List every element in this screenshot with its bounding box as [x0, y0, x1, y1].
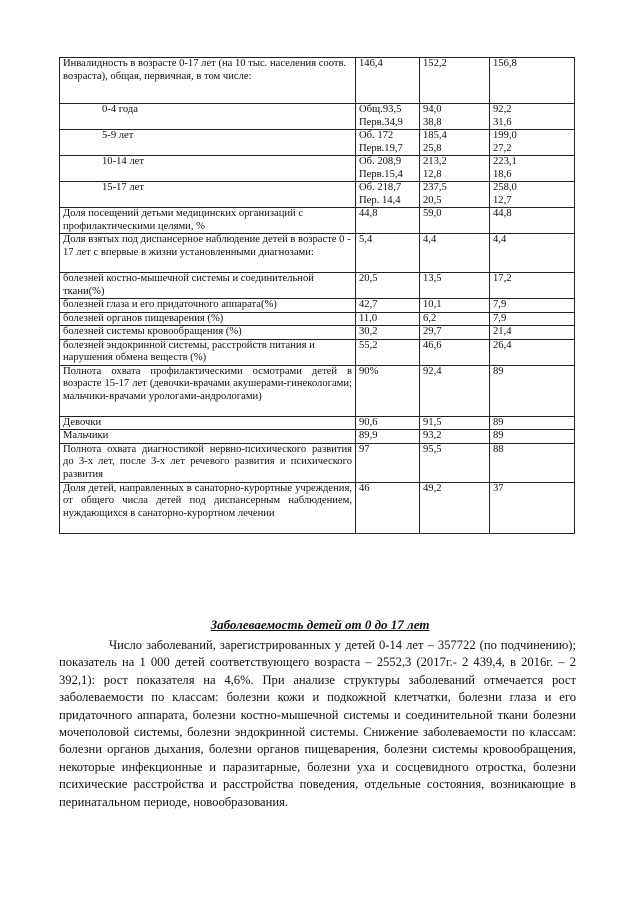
- table-row: [60, 326, 575, 340]
- row-label: Инвалидность в возрасте 0-17 лет (на 10 тыс. населения соотв. возраста), общая, первичная, в том числе:: [60, 58, 356, 104]
- value-cell: 30,2: [356, 326, 420, 340]
- table-row: [60, 416, 575, 430]
- table-row: [60, 104, 575, 130]
- value-general: 199,0: [493, 130, 517, 141]
- value-cell: [420, 104, 490, 130]
- value-cell: 97: [356, 443, 420, 482]
- value-cell: 146,4: [356, 58, 420, 104]
- value-cell: [356, 104, 420, 130]
- value-primary: 12,8: [423, 168, 442, 180]
- row-label: Полнота охвата профилактическими осмотрами детей в возрасте 15-17 лет (девочки-врачами акушерами-гинекологами; мальчики-врачами урологами-андрологами): [60, 365, 356, 416]
- value-cell: 21,4: [490, 326, 575, 340]
- value-cell: [490, 104, 575, 130]
- row-label: 15-17 лет: [60, 182, 356, 208]
- value-cell: 91,5: [420, 416, 490, 430]
- value-general: 258,0: [493, 182, 517, 193]
- value-cell: 7,9: [490, 312, 575, 326]
- body-paragraph: Число заболеваний, зарегистрированных у детей 0-14 лет – 357722 (по подчинению); показатель на 1 000 детей соответствующего возраста – 2552,3 (2017г.- 2 439,4, в 2016г. – 2 392,1): рост показателя на 4,6%. При анализе структуры заболеваний отмечается рост заболеваемости по классам: болезни кожи и подкожной клетчатки, болезни глаза и его придаточного аппарата, болезни костно-мышечной системы и соединительной ткани болезни мочеполовой системы, болезни эндокринной системы. Снижение заболеваемости по классам: болезни органов дыхания, болезни органов пищеварения, болезни системы кровообращения, некоторые инфекционные и паразитарные, болезни уха и сосцевидного отростка, болезни психические расстройства и расстройства поведения, отдельные состояния, возникающие в перинатальном периоде, новообразования.: [59, 638, 576, 809]
- row-label: Полнота охвата диагностикой нервно-психического развития до 3-х лет, после 3-х лет речевого развития и психического развития: [60, 443, 356, 482]
- value-cell: 7,9: [490, 299, 575, 313]
- value-cell: 29,7: [420, 326, 490, 340]
- value-general: 185,4: [423, 130, 447, 141]
- value-cell: [490, 182, 575, 208]
- row-label: 10-14 лет: [60, 156, 356, 182]
- value-cell: 55,2: [356, 339, 420, 365]
- value-primary: 20,5: [423, 194, 442, 206]
- value-primary: 38,8: [423, 116, 442, 128]
- value-cell: 88: [490, 443, 575, 482]
- value-cell: 152,2: [420, 58, 490, 104]
- value-cell: 89: [490, 365, 575, 416]
- value-general: 237,5: [423, 182, 447, 193]
- value-cell: 13,5: [420, 273, 490, 299]
- value-cell: 44,8: [490, 208, 575, 234]
- value-cell: [490, 156, 575, 182]
- table-row: [60, 430, 575, 444]
- table-row: [60, 299, 575, 313]
- value-primary: Пер. 14,4: [359, 194, 401, 206]
- value-general: 213,2: [423, 156, 447, 167]
- row-label: 0-4 года: [60, 104, 356, 130]
- value-cell: [420, 130, 490, 156]
- value-cell: 92,4: [420, 365, 490, 416]
- value-general: 223,1: [493, 156, 517, 167]
- value-cell: 17,2: [490, 273, 575, 299]
- value-cell: 89,9: [356, 430, 420, 444]
- value-cell: [420, 156, 490, 182]
- value-cell: 90%: [356, 365, 420, 416]
- row-label: Девочки: [60, 416, 356, 430]
- row-label: болезней органов пищеварения (%): [60, 312, 356, 326]
- value-cell: 156,8: [490, 58, 575, 104]
- table-row: [60, 443, 575, 482]
- row-label: Мальчики: [60, 430, 356, 444]
- value-cell: 89: [490, 416, 575, 430]
- value-primary: Перв.19,7: [359, 142, 403, 154]
- row-label: болезней эндокринной системы, расстройств питания и нарушения обмена веществ (%): [60, 339, 356, 365]
- value-cell: 4,4: [490, 234, 575, 273]
- value-general: Общ.93,5: [359, 104, 402, 115]
- section-heading: [0, 617, 640, 633]
- value-cell: 46,6: [420, 339, 490, 365]
- row-label: болезней костно-мышечной системы и соединительной ткани(%): [60, 273, 356, 299]
- value-cell: 5,4: [356, 234, 420, 273]
- value-cell: 90,6: [356, 416, 420, 430]
- value-cell: 37: [490, 482, 575, 533]
- value-primary: 25,8: [423, 142, 442, 154]
- value-cell: 6,2: [420, 312, 490, 326]
- value-primary: 31,6: [493, 116, 512, 128]
- table-row: [60, 208, 575, 234]
- row-label: болезней системы кровообращения (%): [60, 326, 356, 340]
- value-cell: 10,1: [420, 299, 490, 313]
- value-general: 92,2: [493, 104, 512, 115]
- value-cell: [356, 130, 420, 156]
- value-general: 94,0: [423, 104, 442, 115]
- value-cell: 26,4: [490, 339, 575, 365]
- value-primary: 18,6: [493, 168, 512, 180]
- value-cell: 4,4: [420, 234, 490, 273]
- value-cell: [356, 156, 420, 182]
- table-row: [60, 156, 575, 182]
- value-cell: [420, 182, 490, 208]
- value-cell: 46: [356, 482, 420, 533]
- table-row: [60, 312, 575, 326]
- value-cell: [490, 130, 575, 156]
- row-label: Доля посещений детьми медицинских организаций с профилактическими целями, %: [60, 208, 356, 234]
- section-title: Заболеваемость детей от 0 до 17 лет: [210, 617, 430, 632]
- value-cell: 59,0: [420, 208, 490, 234]
- table-row: [60, 482, 575, 533]
- table-row: [60, 365, 575, 416]
- value-primary: 27,2: [493, 142, 512, 154]
- value-cell: [356, 182, 420, 208]
- value-cell: 42,7: [356, 299, 420, 313]
- row-label: болезней глаза и его придаточного аппарата(%): [60, 299, 356, 313]
- value-primary: Перв.15,4: [359, 168, 403, 180]
- row-label: Доля детей, направленных в санаторно-курортные учреждения, от общего числа детей под диспансерным наблюдением, нуждающихся в санаторно-курортном лечении: [60, 482, 356, 533]
- table-row: [60, 58, 575, 104]
- value-cell: 95,5: [420, 443, 490, 482]
- value-primary: 12,7: [493, 194, 512, 206]
- row-label: Доля взятых под диспансерное наблюдение детей в возрасте 0 - 17 лет с впервые в жизни установленными диагнозами:: [60, 234, 356, 273]
- table-row: [60, 273, 575, 299]
- value-cell: 89: [490, 430, 575, 444]
- value-cell: 44,8: [356, 208, 420, 234]
- table-row: [60, 339, 575, 365]
- value-general: Об. 218,7: [359, 182, 402, 193]
- value-general: Об. 208,9: [359, 156, 402, 167]
- table-row: [60, 234, 575, 273]
- table-row: [60, 182, 575, 208]
- value-cell: 49,2: [420, 482, 490, 533]
- row-label: 5-9 лет: [60, 130, 356, 156]
- value-cell: 20,5: [356, 273, 420, 299]
- value-general: Об. 172: [359, 130, 394, 141]
- value-cell: 93,2: [420, 430, 490, 444]
- value-primary: Перв.34,9: [359, 116, 403, 128]
- value-cell: 11,0: [356, 312, 420, 326]
- statistics-table: [59, 57, 575, 534]
- table-row: [60, 130, 575, 156]
